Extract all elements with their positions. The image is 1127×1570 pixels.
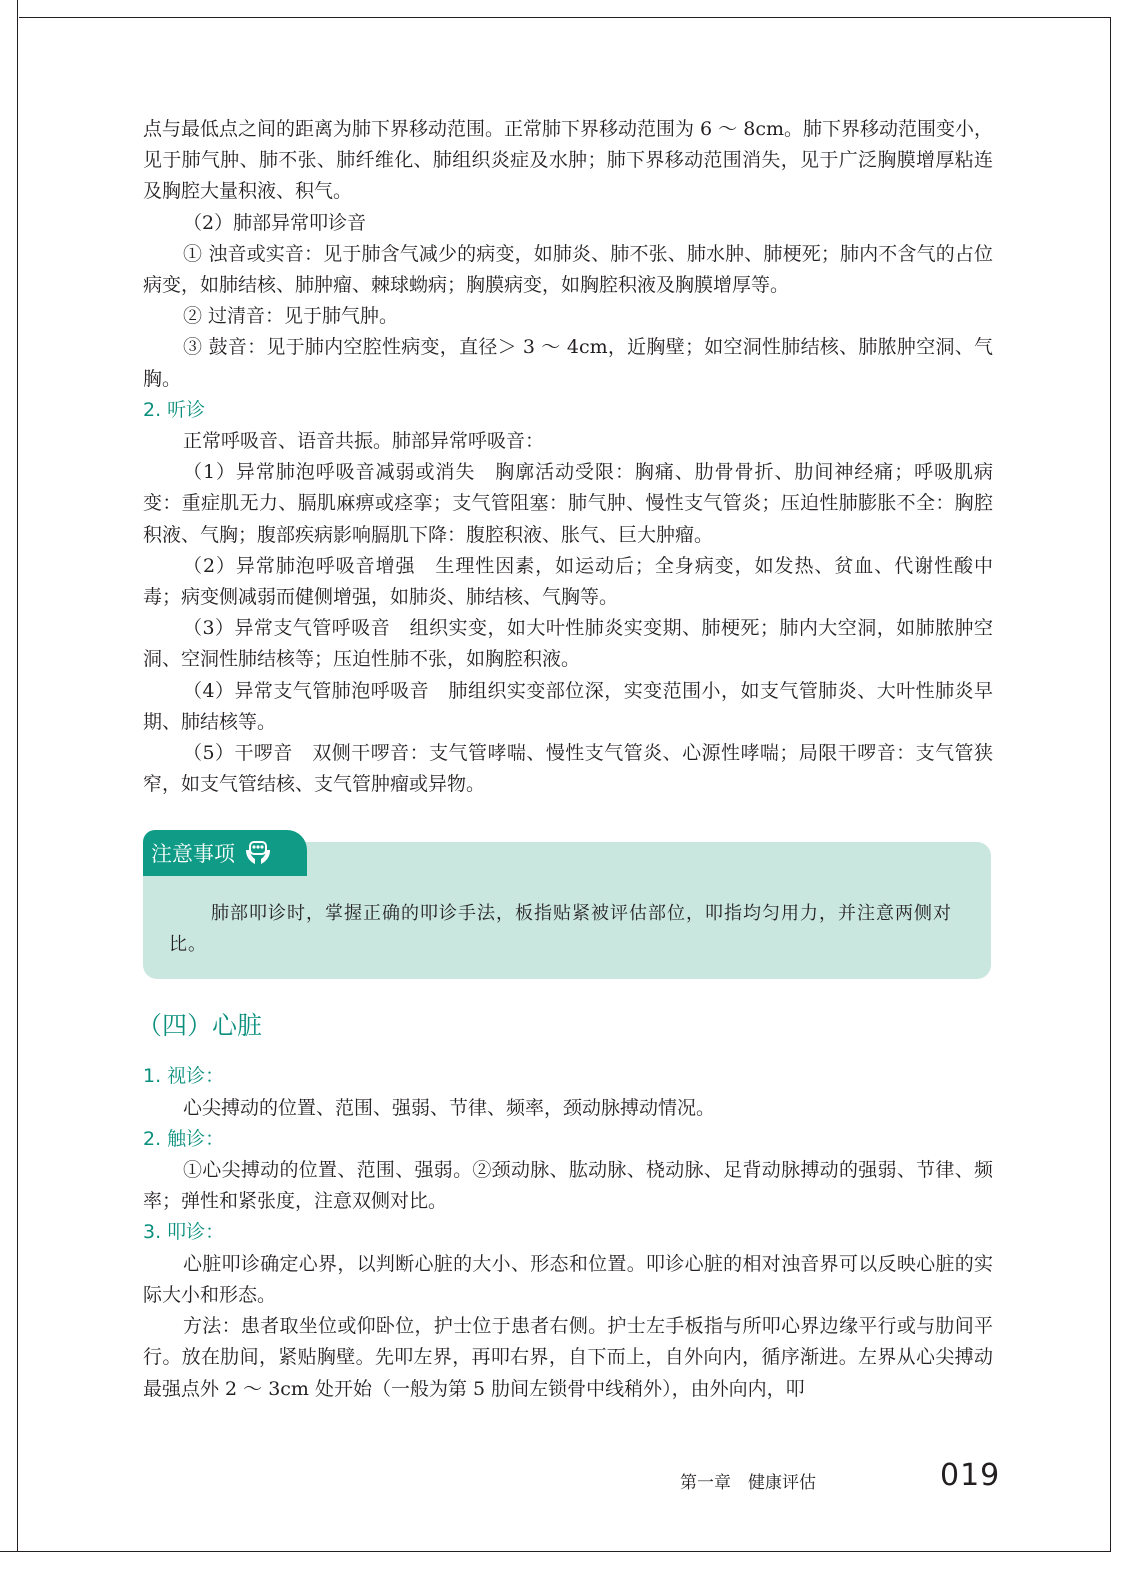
paragraph-breath-sound-5: （5）干啰音 双侧干啰音：支气管哮喘、慢性支气管炎、心源性哮喘；局限干啰音：支气管狭窄，如支气管结核、支气管肿瘤或异物。 xyxy=(143,742,993,796)
heading-palpation: 2. 触诊： xyxy=(143,1127,225,1150)
paragraph-hyperresonance: ② 过清音：见于肺气肿。 xyxy=(183,305,399,328)
paragraph-percussion-purpose: 心脏叩诊确定心界，以判断心脏的大小、形态和位置。叩诊心脏的相对浊音界可以反映心脏的实际大小和形态。 xyxy=(143,1252,993,1306)
subheading-abnormal-percussion: （2）肺部异常叩诊音 xyxy=(183,211,367,234)
page-frame-bottom xyxy=(0,1551,1111,1552)
paragraph-breath-sound-3: （3）异常支气管呼吸音 组织实变，如大叶性肺炎实变期、肺梗死；肺内大空洞，如肺脓肿空洞、空洞性肺结核等；压迫性肺不张，如胸腔积液。 xyxy=(143,617,993,671)
page-content xyxy=(137,114,993,1405)
paragraph-breath-sound-2: （2）异常肺泡呼吸音增强 生理性因素，如运动后；全身病变，如发热、贫血、代谢性酸中毒；病变侧减弱而健侧增强，如肺炎、肺结核、气胸等。 xyxy=(143,554,993,609)
heading-auscultation: 2. 听诊 xyxy=(143,398,206,421)
note-box xyxy=(143,842,991,979)
page-frame-left xyxy=(17,0,18,1552)
page-frame-top xyxy=(19,17,1110,18)
note-text: 肺部叩诊时，掌握正确的叩诊手法，板指贴紧被评估部位，叩指均匀用力，并注意两侧对比。 xyxy=(169,903,952,956)
footer-chapter: 第一章 健康评估 xyxy=(680,1473,816,1493)
caring-hands-icon xyxy=(243,838,273,868)
heading-heart: （四）心脏 xyxy=(137,1011,263,1041)
paragraph-percussion-method: 方法：患者取坐位或仰卧位，护士位于患者右侧。护士左手板指与所叩心界边缘平行或与肋间平行。放在肋间，紧贴胸壁。先叩左界，再叩右界，自下而上，自外向内，循序渐进。左界从心尖搏动最强点外 2 ～ 3cm 处开始（一般为第 5 肋间左锁骨中线稍外），由外向内，叩 xyxy=(143,1315,993,1400)
paragraph-breath-sound-4: （4）异常支气管肺泡呼吸音 肺组织实变部位深，实变范围小，如支气管肺炎、大叶性肺炎早期、肺结核等。 xyxy=(143,679,993,733)
page-number: 019 xyxy=(940,1458,1001,1493)
paragraph-breath-sound-1: （1）异常肺泡呼吸音减弱或消失 胸廓活动受限：胸痛、肋骨骨折、肋间神经痛；呼吸肌病变：重症肌无力、膈肌麻痹或痉挛；支气管阻塞：肺气肿、慢性支气管炎；压迫性肺膨胀不全：胸腔积液、气胸；腹部疾病影响膈肌下降：腹腔积液、胀气、巨大肿瘤。 xyxy=(143,461,993,546)
paragraph-tympany: ③ 鼓音：见于肺内空腔性病变，直径＞ 3 ～ 4cm，近胸壁；如空洞性肺结核、肺脓肿空洞、气胸。 xyxy=(143,336,993,390)
note-title: 注意事项 xyxy=(151,842,235,867)
paragraph-inspection: 心尖搏动的位置、范围、强弱、节律、频率，颈动脉搏动情况。 xyxy=(183,1096,716,1119)
spacer xyxy=(143,1043,993,1061)
heading-inspection: 1. 视诊： xyxy=(143,1065,225,1088)
page-frame-right xyxy=(1110,17,1111,1552)
note-tab xyxy=(143,830,307,876)
heading-percussion: 3. 叩诊： xyxy=(143,1221,225,1244)
paragraph-auscultation-intro: 正常呼吸音、语音共振。肺部异常呼吸音： xyxy=(183,430,545,453)
paragraph-lung-lower-border: 点与最低点之间的距离为肺下界移动范围。正常肺下界移动范围为 6 ～ 8cm。肺下界移动范围变小，见于肺气肿、肺不张、肺纤维化、肺组织炎症及水肿；肺下界移动范围消失，见于广泛胸膜增厚粘连及胸腔大量积液、积气。 xyxy=(143,118,993,203)
paragraph-dullness: ① 浊音或实音：见于肺含气减少的病变，如肺炎、肺不张、肺水肿、肺梗死；肺内不含气的占位病变，如肺结核、肺肿瘤、棘球蚴病；胸膜病变，如胸腔积液及胸膜增厚等。 xyxy=(143,242,993,297)
paragraph-palpation: ①心尖搏动的位置、范围、强弱。②颈动脉、肱动脉、桡动脉、足背动脉搏动的强弱、节律、频率；弹性和紧张度，注意双侧对比。 xyxy=(143,1159,993,1213)
